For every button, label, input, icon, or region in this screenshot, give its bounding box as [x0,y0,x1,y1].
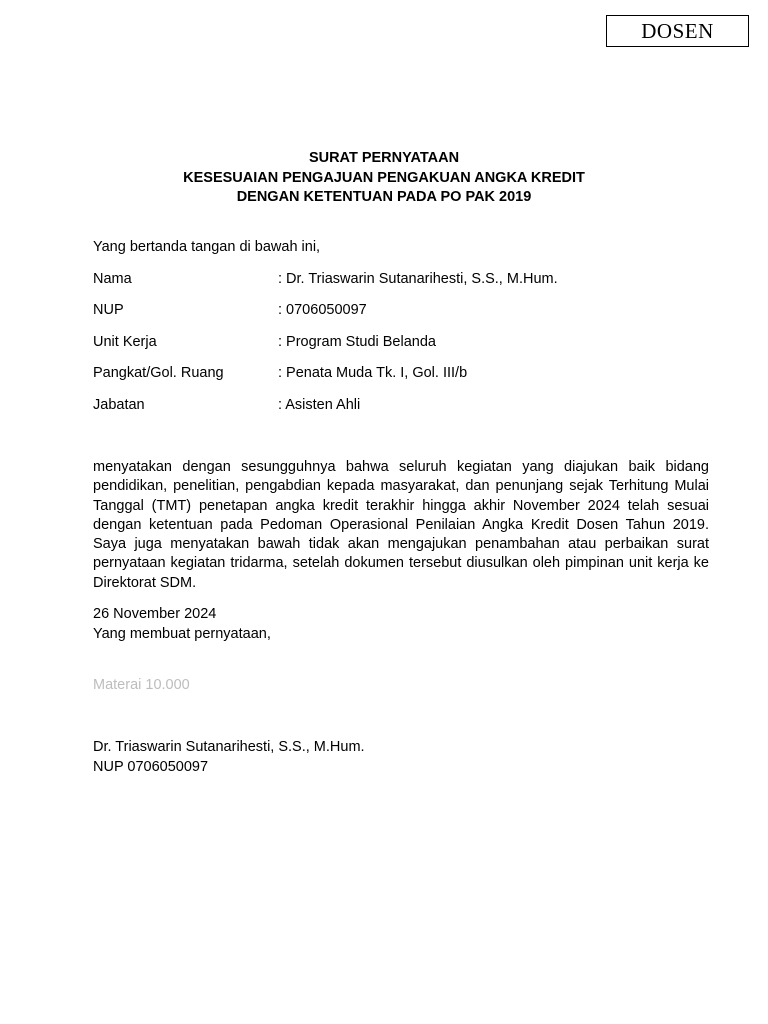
category-badge: DOSEN [606,15,749,47]
signer-name: Dr. Triaswarin Sutanarihesti, S.S., M.Hum. [93,739,365,755]
date-text: 26 November 2024 [93,606,217,622]
intro-text: Yang bertanda tangan di bawah ini, [93,239,321,255]
field-value: : Asisten Ahli [278,397,361,413]
field-row-nama [93,270,713,289]
materai-placeholder: Materai 10.000 [93,677,190,693]
field-value: : Program Studi Belanda [278,334,436,350]
title-line-3: DENGAN KETENTUAN PADA PO PAK 2019 [236,189,532,205]
closing-text: Yang membuat pernyataan, [93,626,271,642]
field-label: Pangkat/Gol. Ruang [93,365,224,381]
field-value: : Dr. Triaswarin Sutanarihesti, S.S., M.Hum. [278,271,558,287]
field-label: Unit Kerja [93,334,157,350]
field-label: Jabatan [93,397,145,413]
signer-nup: NUP 0706050097 [93,759,209,775]
field-label: NUP [93,302,124,318]
field-value: : Penata Muda Tk. I, Gol. III/b [278,365,468,381]
field-row-pangkat [93,364,713,383]
field-row-jabatan [93,396,713,415]
title-line-1: SURAT PERNYATAAN [308,150,460,166]
field-row-unit-kerja [93,333,713,352]
field-row-nup [93,301,713,320]
document-title [0,149,768,208]
statement-paragraph: menyatakan dengan sesungguhnya bahwa seluruh kegiatan yang diajukan baik bidang pendidikan, penelitian, pengabdian kepada masyarakat, dan penunjang sejak Terhitung Mulai Tanggal (TMT) penetapan angka kredit terakhir hingga akhir November 2024 telah sesuai dengan ketentuan pada Pedoman Operasional Penilaian Angka Kredit Dosen Tahun 2019. Saya juga menyatakan bawah tidak akan mengajukan penambahan atau perbaikan surat pernyataan kegiatan tridarma, setelah dokumen tersebut diusulkan oleh pimpinan unit kerja ke Direktorat SDM. [93,459,709,591]
title-line-2: KESESUAIAN PENGAJUAN PENGAKUAN ANGKA KREDIT [183,169,585,186]
field-label: Nama [93,271,132,287]
field-value: : 0706050097 [278,302,367,318]
